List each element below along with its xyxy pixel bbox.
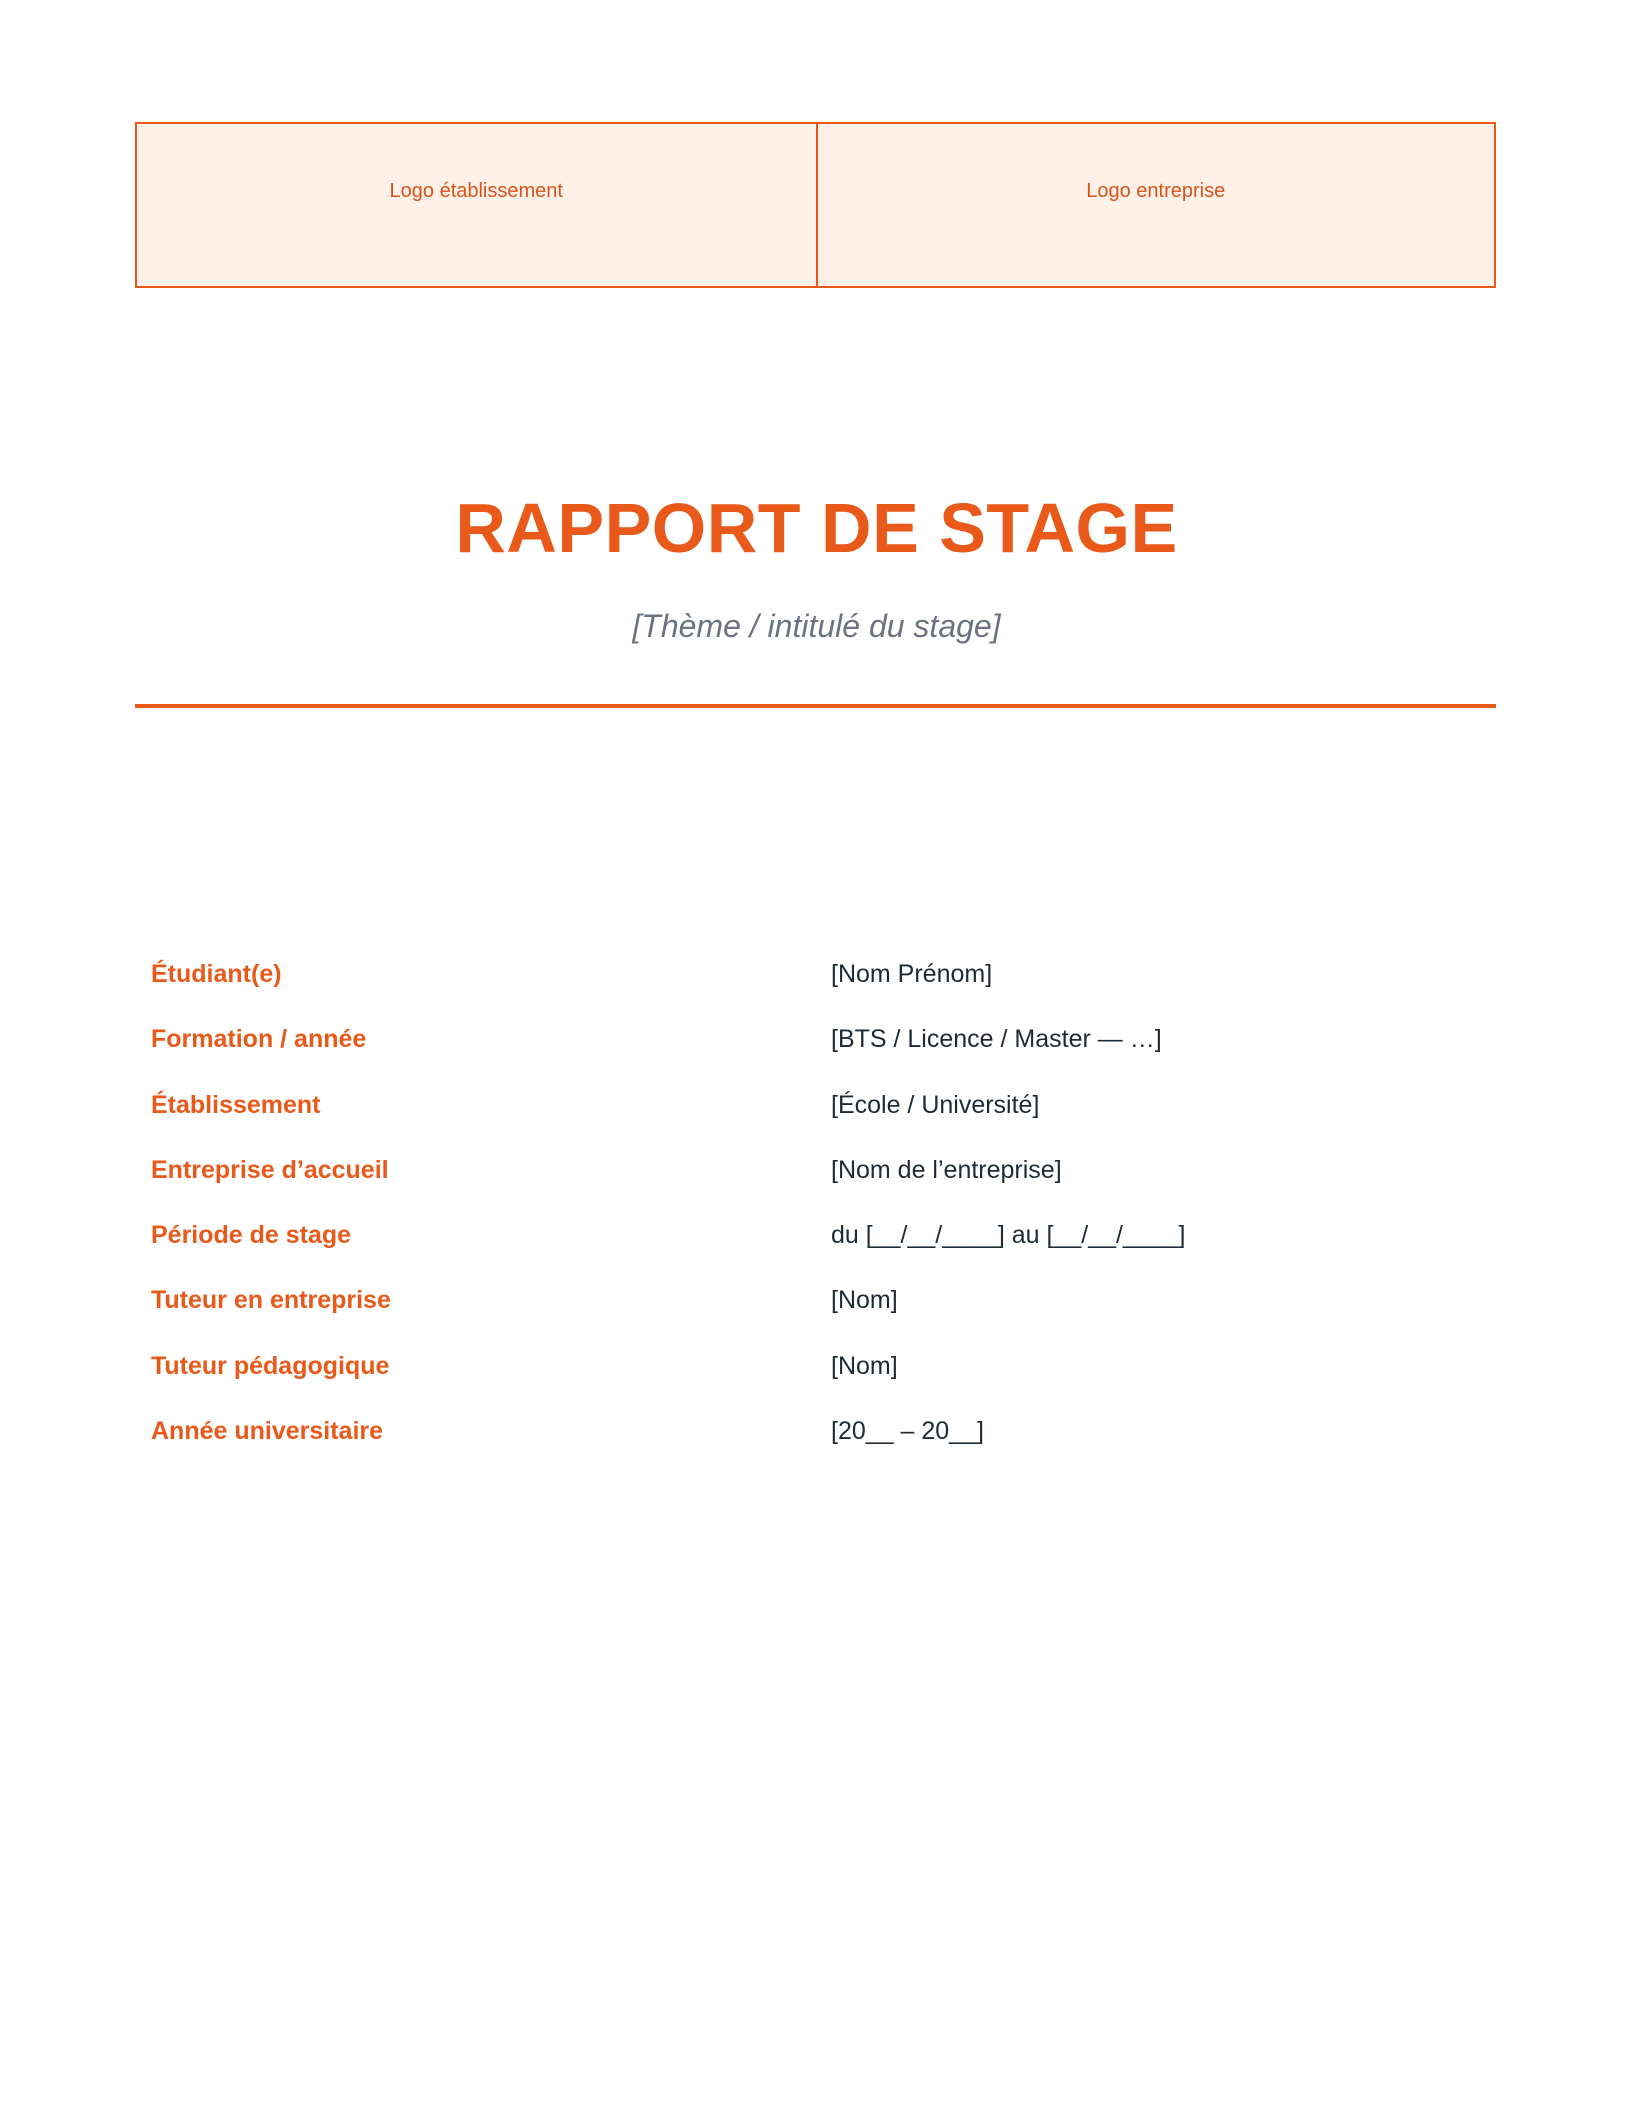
school-logo-label: Logo établissement — [389, 180, 563, 202]
info-value: [BTS / Licence / Master — …] — [831, 1025, 1162, 1054]
info-label: Formation / année — [151, 1025, 367, 1054]
info-label: Année universitaire — [151, 1417, 384, 1446]
document-subtitle: [Thème / intitulé du stage] — [632, 608, 1001, 644]
info-row-student — [151, 960, 1491, 1025]
school-logo-placeholder — [137, 124, 816, 286]
info-value: [Nom] — [831, 1286, 898, 1315]
info-row-academic-tutor — [151, 1352, 1491, 1417]
info-value: [20__ – 20__] — [831, 1417, 984, 1446]
logo-header-table — [135, 122, 1496, 288]
info-value: [Nom de l’entreprise] — [831, 1155, 1062, 1184]
info-value: [Nom] — [831, 1351, 898, 1380]
title-divider — [135, 704, 1496, 708]
info-label: Établissement — [151, 1090, 321, 1119]
document-title: RAPPORT DE STAGE — [455, 489, 1178, 567]
info-row-period — [151, 1221, 1491, 1286]
info-row-school — [151, 1091, 1491, 1156]
info-label: Période de stage — [151, 1221, 352, 1250]
info-label: Étudiant(e) — [151, 960, 282, 988]
info-value: du [__/__/____] au [__/__/____] — [831, 1221, 1186, 1250]
info-label: Entreprise d’accueil — [151, 1155, 389, 1184]
info-table — [151, 960, 1491, 1482]
info-label: Tuteur pédagogique — [151, 1351, 390, 1380]
info-value: [École / Université] — [831, 1090, 1040, 1119]
info-value: [Nom Prénom] — [831, 960, 993, 988]
info-row-academic-year — [151, 1417, 1491, 1482]
info-row-program — [151, 1025, 1491, 1090]
company-logo-placeholder — [816, 124, 1495, 286]
company-logo-label: Logo entreprise — [1086, 180, 1226, 202]
info-row-company-tutor — [151, 1286, 1491, 1351]
info-label: Tuteur en entreprise — [151, 1286, 391, 1315]
info-row-company — [151, 1156, 1491, 1221]
